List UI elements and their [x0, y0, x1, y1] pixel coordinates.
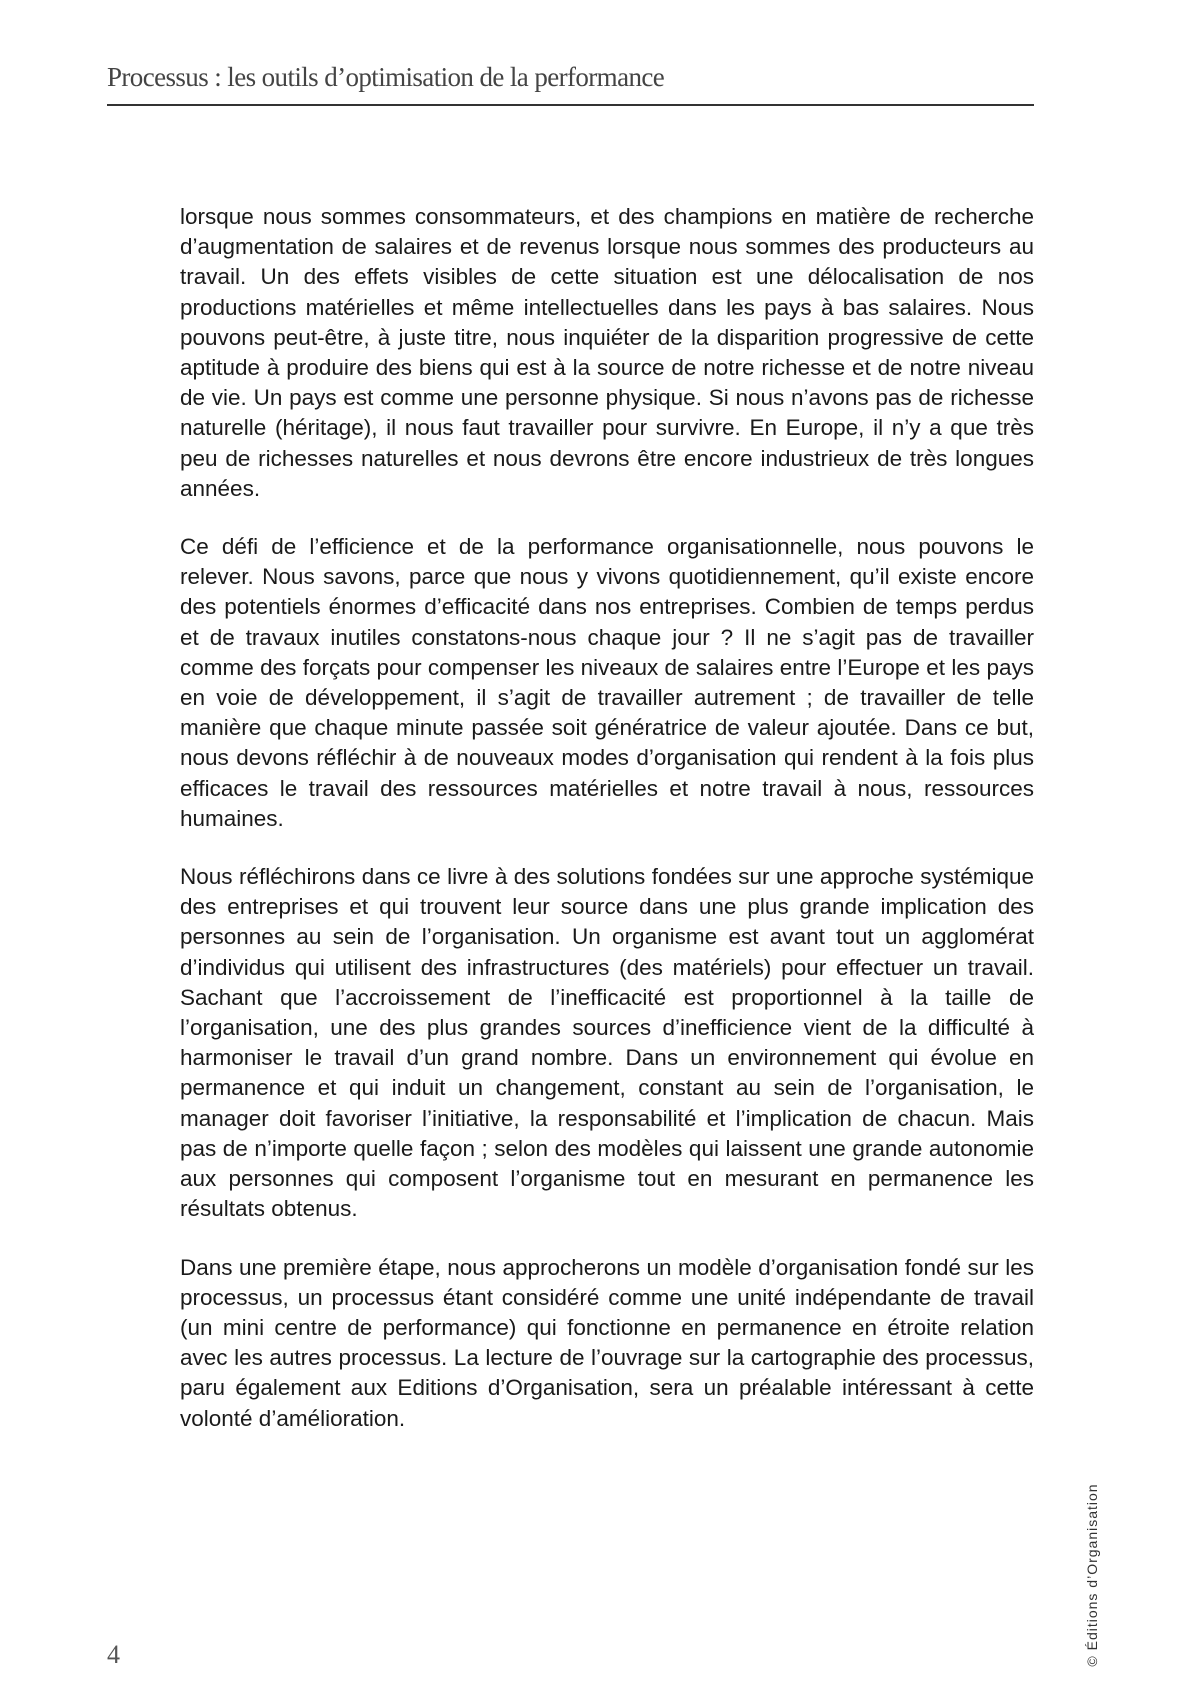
running-head: Processus : les outils d’optimisation de la performance: [107, 62, 665, 92]
paragraph-2: Ce défi de l’efficience et de la performance organisationnelle, nous pouvons le relever. Nous savons, parce que nous y vivons quotidiennement, qu’il existe encore des potentiels énormes d’efficacité dans nos entreprises. Combien de temps perdus et de travaux inutiles constatons-nous chaque jour ? Il ne s’agit pas de travailler comme des forçats pour compenser les niveaux de salaires entre l’Europe et les pays en voie de développement, il s’agit de travailler autrement ; de travailler de telle manière que chaque minute passée soit génératrice de valeur ajoutée. Dans ce but, nous devons réfléchir à de nouveaux modes d’organisation qui rendent à la fois plus efficaces le travail des ressources matérielles et notre travail à nous, ressources humaines.: [180, 534, 1034, 831]
publisher-credit: © Éditions d’Organisation: [1084, 1483, 1100, 1667]
paragraph-1: lorsque nous sommes consommateurs, et des champions en matière de recherche d’augmentation de salaires et de revenus lorsque nous sommes des producteurs au travail. Un des effets visibles de cette situation est une délocalisation de nos productions matérielles et même intellectuelles dans les pays à bas salaires. Nous pouvons peut-être, à juste titre, nous inquiéter de la disparition progressive de cette aptitude à produire des biens qui est à la source de notre richesse et de notre niveau de vie. Un pays est comme une personne physique. Si nous n’avons pas de richesse naturelle (héritage), il nous faut travailler pour survivre. En Europe, il n’y a que très peu de richesses naturelles et nous devrons être encore industrieux de très longues années.: [180, 204, 1034, 501]
page-number: 4: [107, 1640, 120, 1669]
paragraph-3: Nous réfléchirons dans ce livre à des solutions fondées sur une approche systémique des entreprises et qui trouvent leur source dans une plus grande implication des personnes au sein de l’organisation. Un organisme est avant tout un agglomérat d’individus qui utilisent des infrastructures (des matériels) pour effectuer un travail. Sachant que l’accroissement de l’inefficacité est proportionnel à la taille de l’organisation, une des plus grandes sources d’inefficience vient de la difficulté à harmoniser le travail d’un grand nombre. Dans un environnement qui évolue en permanence et qui induit un changement, constant au sein de l’organisation, le manager doit favoriser l’initiative, la responsabilité et l’implication de chacun. Mais pas de n’importe quelle façon ; selon des modèles qui laissent une grande autonomie aux personnes qui composent l’organisme tout en mesurant en permanence les résultats obtenus.: [180, 864, 1034, 1222]
body-text: [180, 202, 1034, 1462]
paragraph-4: Dans une première étape, nous approcherons un modèle d’organisation fondé sur les processus, un processus étant considéré comme une unité indépendante de travail (un mini centre de performance) qui fonctionne en permanence en étroite relation avec les autres processus. La lecture de l’ouvrage sur la cartographie des processus, paru également aux Editions d’Organisation, sera un préalable intéressant à cette volonté d’amélioration.: [180, 1254, 1034, 1431]
header-rule: [107, 104, 1034, 106]
